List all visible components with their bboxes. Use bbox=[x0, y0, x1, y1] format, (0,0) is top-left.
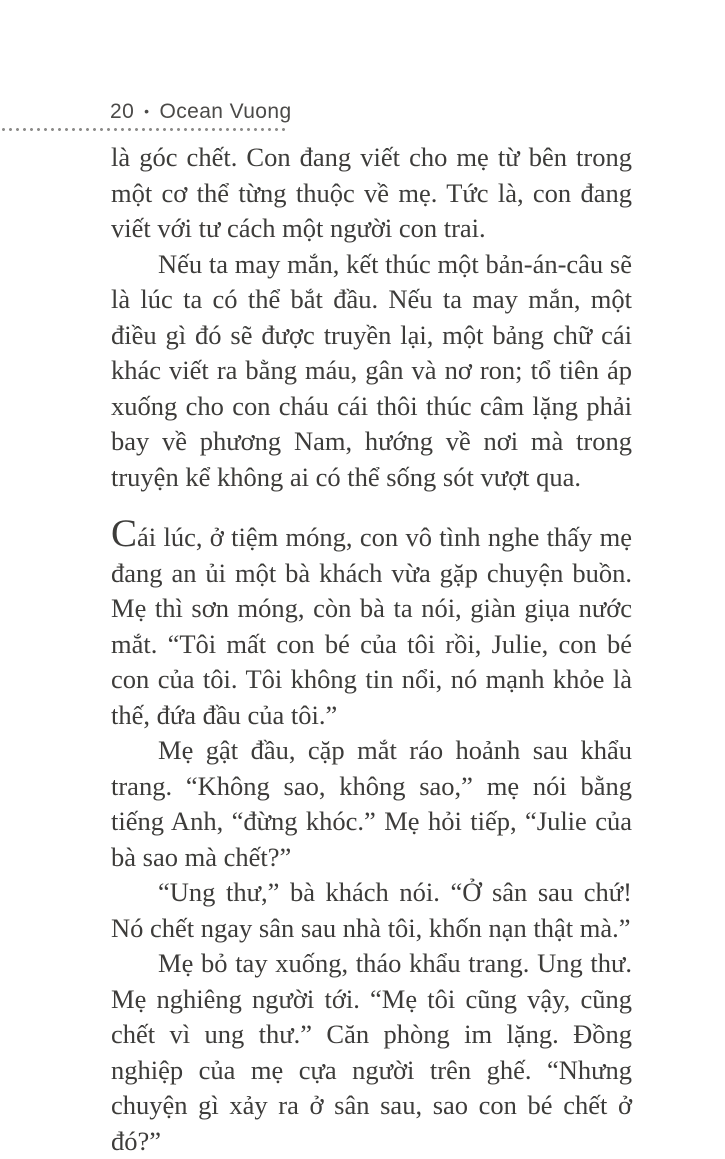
running-header bbox=[110, 100, 292, 124]
page-number: 20 bbox=[110, 100, 135, 123]
paragraph: Mẹ gật đầu, cặp mắt ráo hoảnh sau khẩu trang. “Không sao, không sao,” mẹ nói bằng tiếng Anh, “đừng khóc.” Mẹ hỏi tiếp, “Julie của bà sao mà chết?” bbox=[111, 735, 632, 872]
paragraph: Mẹ bỏ tay xuống, tháo khẩu trang. Ung thư. Mẹ nghiêng người tới. “Mẹ tôi cũng vậy, cũng chết vì ung thư.” Căn phòng im lặng. Đồng nghiệp của mẹ cựa người trên ghế. “Nhưng chuyện gì xảy ra ở sân sau, sao con bé chết ở đó?” bbox=[111, 948, 632, 1156]
paragraph: “Ung thư,” bà khách nói. “Ở sân sau chứ! Nó chết ngay sân sau nhà tôi, khốn nạn thật mà.” bbox=[111, 877, 632, 943]
bullet-separator-icon: • bbox=[144, 103, 150, 119]
paragraph-text: ái lúc, ở tiệm móng, con vô tình nghe thấy mẹ đang an ủi một bà khách vừa gặp chuyện buồn. Mẹ thì sơn móng, còn bà ta nói, giàn giụa nước mắt. “Tôi mất con bé của tôi rồi, Julie, con bé con của tôi. Tôi không tin nổi, nó mạnh khỏe là thế, đứa đầu của tôi.” bbox=[111, 522, 632, 730]
dotted-header-rule bbox=[0, 127, 285, 132]
paragraph: Nếu ta may mắn, kết thúc một bản-án-câu sẽ là lúc ta có thể bắt đầu. Nếu ta may mắn, một điều gì đó sẽ được truyền lại, một bảng chữ cái khác viết ra bằng máu, gân và nơ ron; tổ tiên áp xuống cho con cháu cái thôi thúc câm lặng phải bay về phương Nam, hướng về nơi mà trong truyện kể không ai có thể sống sót vượt qua. bbox=[111, 248, 632, 492]
author-name: Ocean Vuong bbox=[159, 100, 292, 123]
paragraph-section-start bbox=[111, 512, 632, 733]
paragraph-continuation: là góc chết. Con đang viết cho mẹ từ bên trong một cơ thể từng thuộc về mẹ. Tức là, con đang viết với tư cách một người con trai. bbox=[111, 142, 632, 243]
body-text-column bbox=[111, 140, 632, 1159]
initial-capital: C bbox=[111, 512, 138, 555]
